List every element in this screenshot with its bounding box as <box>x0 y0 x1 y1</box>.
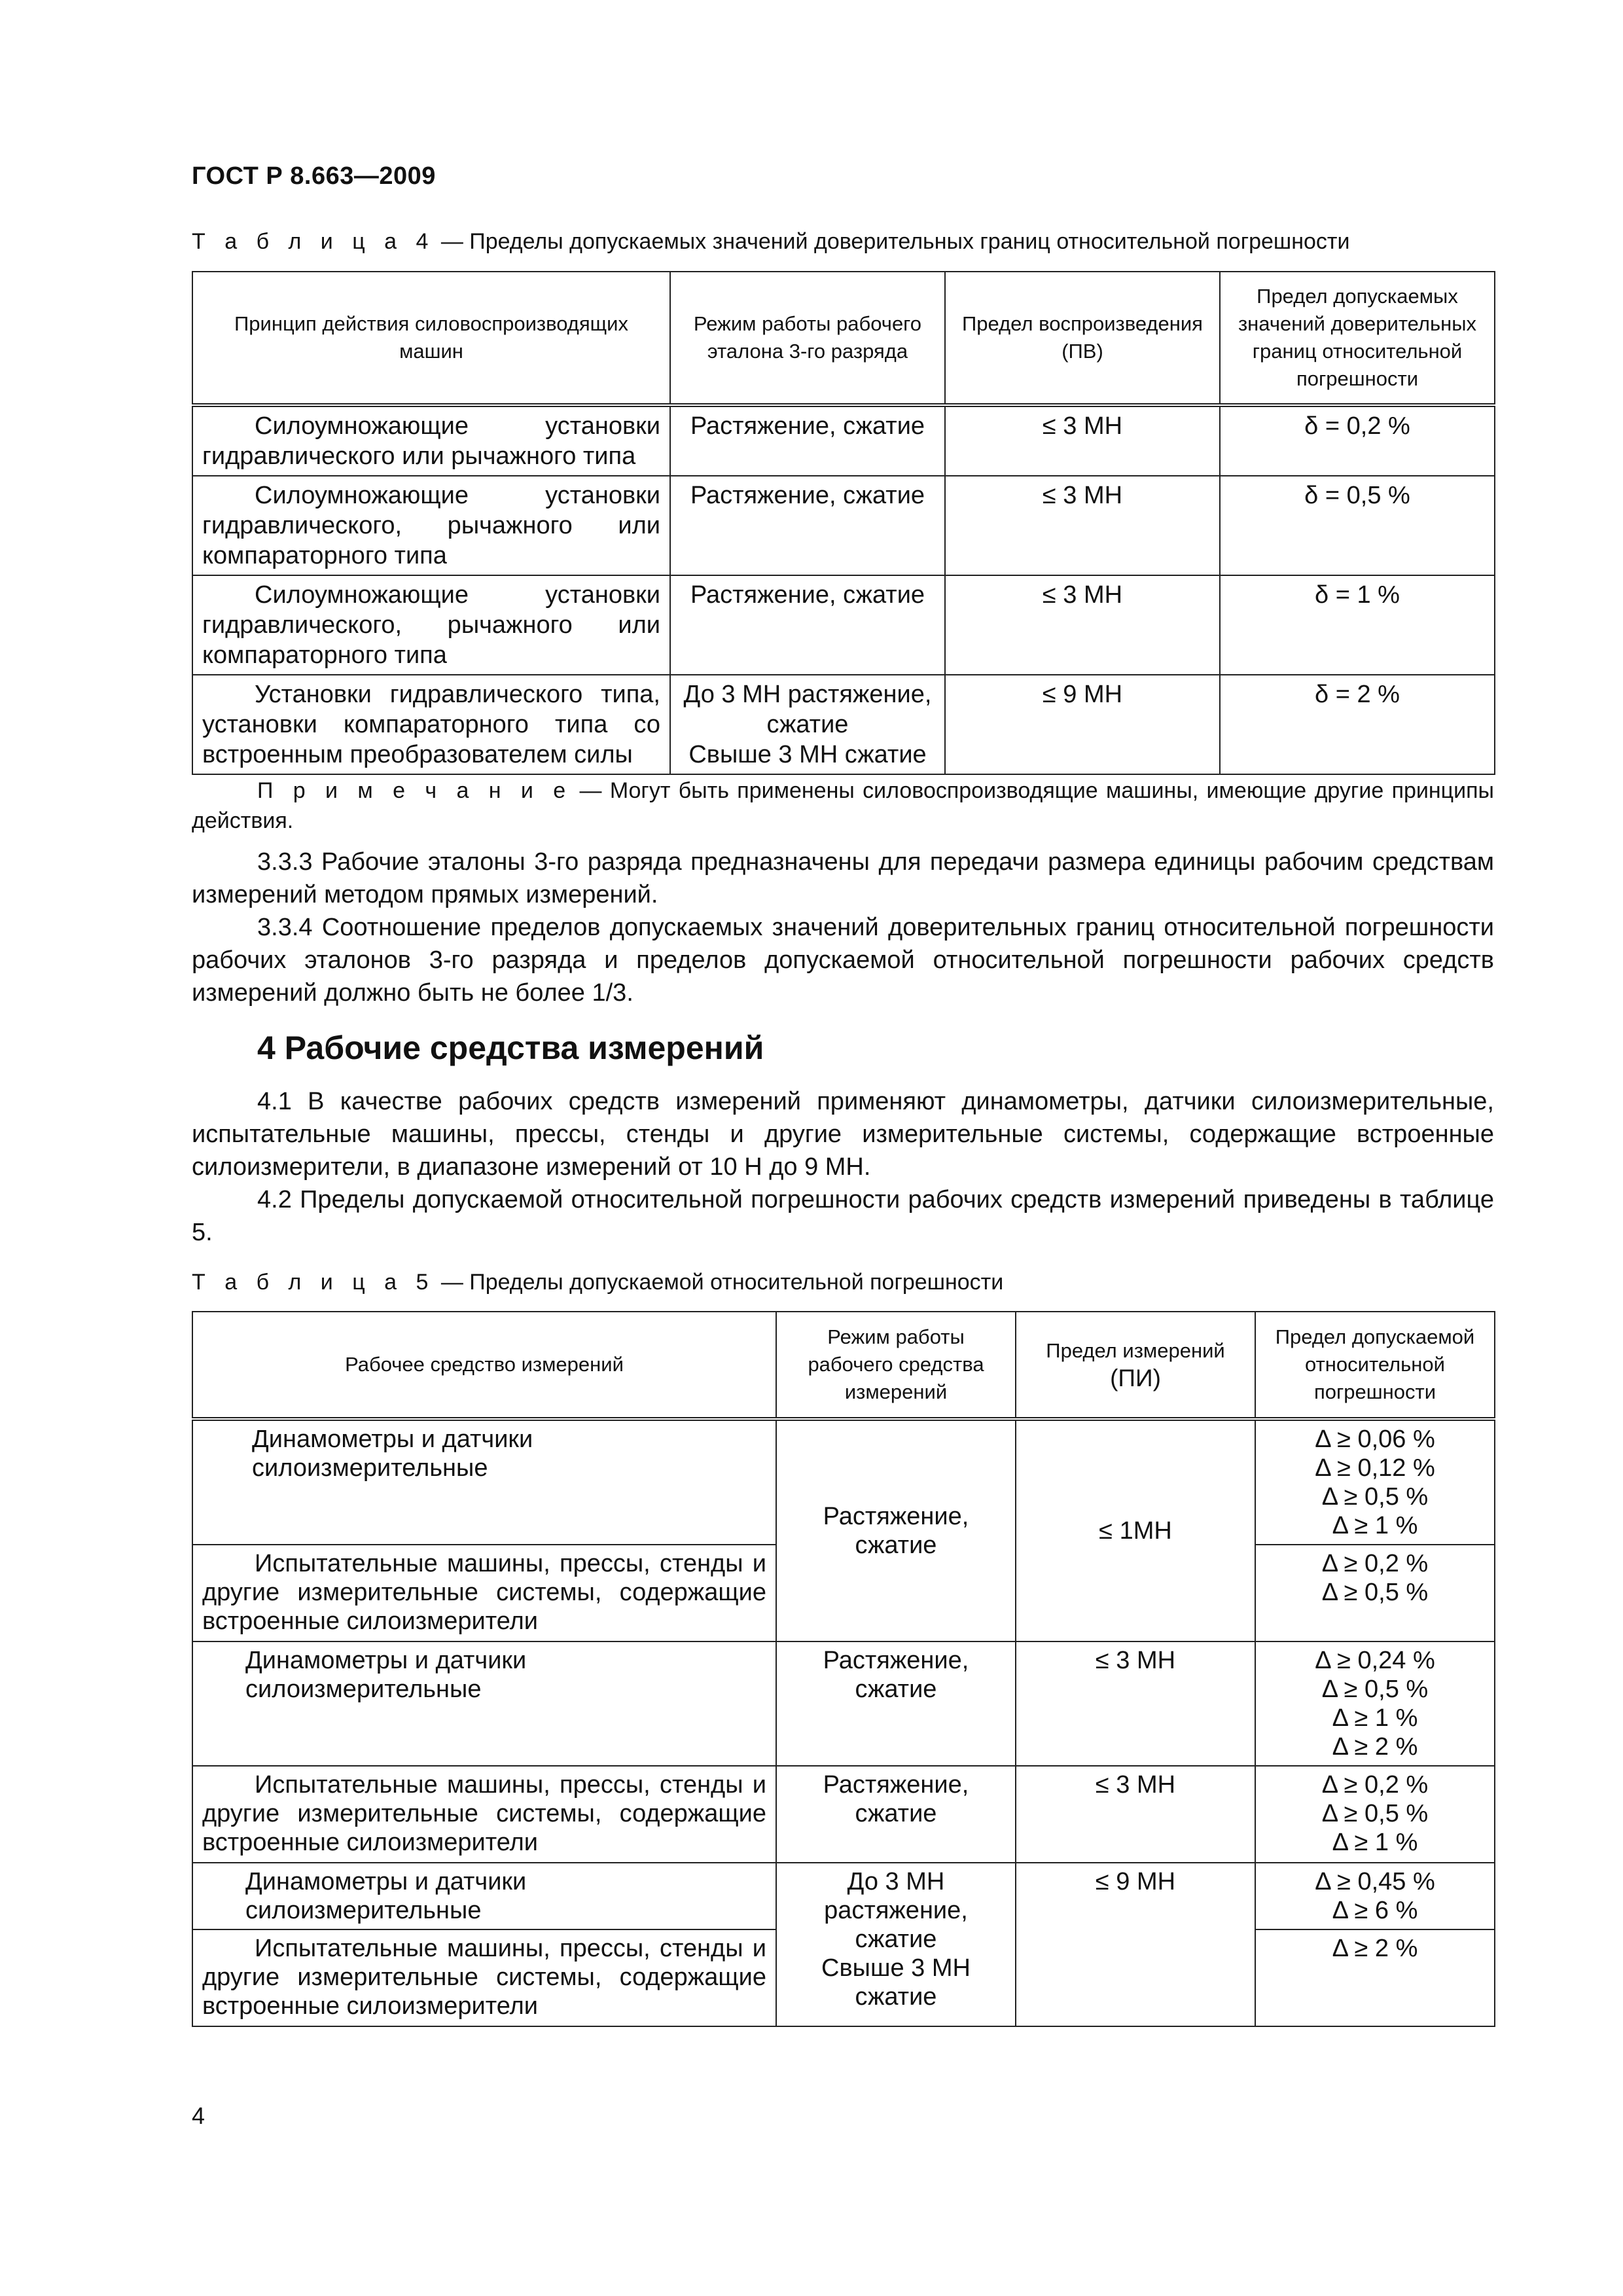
page-number: 4 <box>192 2102 205 2129</box>
error-value: Δ ≥ 0,5 % <box>1321 1676 1429 1703</box>
mode-line: сжатие <box>855 1983 937 2011</box>
error-value: Δ ≥ 0,24 % <box>1315 1647 1435 1674</box>
table4-cell-error: δ = 2 % <box>1220 675 1495 774</box>
table5-cell-instrument: Динамометры и датчики силоизмерительные <box>192 1641 776 1766</box>
error-value: Δ ≥ 0,5 % <box>1321 1579 1429 1606</box>
table4-cell-principle: Установки гидравлического типа, установки компараторного типа со встроенным преобразователем силы <box>192 675 670 774</box>
error-value: Δ ≥ 0,2 % <box>1321 1550 1429 1577</box>
table4-caption <box>192 229 1349 255</box>
table4-header-error: Предел допускаемых значений доверительных границ относительной погрешности <box>1220 272 1495 405</box>
error-value: Δ ≥ 0,06 % <box>1315 1426 1435 1453</box>
error-value: Δ ≥ 0,5 % <box>1321 1483 1429 1511</box>
mode-line: До 3 МН <box>847 1868 945 1895</box>
table5-cell-instrument: Испытательные машины, прессы, стенды и другие измерительные системы, содержащие встроенные силоизмерители <box>192 1929 776 2026</box>
table4-caption-label: Т а б л и ц а 4 <box>192 229 435 254</box>
table5-header-limit <box>1016 1312 1255 1419</box>
table5-header-instrument: Рабочее средство измерений <box>192 1312 776 1419</box>
table-row <box>192 1419 1495 1545</box>
table5-cell-mode: Растяжение, сжатие <box>776 1766 1016 1863</box>
table-row <box>192 1766 1495 1863</box>
table4-cell-mode: Растяжение, сжатие <box>670 476 945 575</box>
table4-cell-principle: Силоумножающие установки гидравлического или рычажного типа <box>192 405 670 476</box>
table4-cell-principle: Силоумножающие установки гидравлического, рычажного или компараторного типа <box>192 575 670 675</box>
paragraph-4-1: 4.1 В качестве рабочих средств измерений применяют динамометры, датчики силоизмерительные, испытательные машины, прессы, стенды и другие измерительные системы, содержащие встроенные силоизмерители, в диапазоне измерений от 10 Н до 9 МН. <box>192 1088 1494 1181</box>
table-row <box>192 1863 1495 1929</box>
paragraph-3-3-3: 3.3.3 Рабочие эталоны 3-го разряда предназначены для передачи размера единицы рабочим средствам измерений методом прямых измерений. <box>192 848 1494 908</box>
table4-cell-mode: Растяжение, сжатие <box>670 575 945 675</box>
table4-cell-principle: Силоумножающие установки гидравлического, рычажного или компараторного типа <box>192 476 670 575</box>
table5-cell-error <box>1255 1929 1495 2026</box>
table-row <box>192 1641 1495 1766</box>
table5-header-row <box>192 1312 1495 1419</box>
note-label: П р и м е ч а н и е <box>257 778 572 803</box>
paragraph-4-2: 4.2 Пределы допускаемой относительной погрешности рабочих средств измерений приведены в таблице 5. <box>192 1186 1494 1246</box>
table5-cell-error <box>1255 1545 1495 1641</box>
table4-note <box>192 776 1494 836</box>
paragraph-3-3-4: 3.3.4 Соотношение пределов допускаемых значений доверительных границ относительной погрешности рабочих эталонов 3-го разряда и пределов допускаемой относительной погрешности рабочих средств измерений должно быть не более 1/3. <box>192 914 1494 1007</box>
mode-line: растяжение, <box>824 1897 968 1924</box>
table5-cell-error <box>1255 1641 1495 1766</box>
table-5 <box>192 1311 1495 2027</box>
table4-cell-limit: ≤ 3 МН <box>945 476 1220 575</box>
error-value: Δ ≥ 1 % <box>1332 1829 1418 1856</box>
table4-cell-error: δ = 1 % <box>1220 575 1495 675</box>
mode-line: сжатие <box>855 1926 937 1953</box>
error-value: Δ ≥ 0,5 % <box>1321 1800 1429 1827</box>
table4-header-limit: Предел воспроизведения (ПВ) <box>945 272 1220 405</box>
paragraphs-4 <box>192 1085 1494 1249</box>
table4-header-row <box>192 272 1495 405</box>
error-value: Δ ≥ 1 % <box>1332 1512 1418 1539</box>
table5-cell-instrument: Динамометры и датчики силоизмерительные <box>192 1419 776 1545</box>
table5-cell-error <box>1255 1766 1495 1863</box>
error-value: Δ ≥ 0,2 % <box>1321 1771 1429 1799</box>
table4-cell-error: δ = 0,2 % <box>1220 405 1495 476</box>
mode-line: сжатие <box>766 711 849 738</box>
header-limit-line2: (ПИ) <box>1110 1365 1161 1391</box>
mode-line: Свыше 3 МН <box>821 1954 971 1982</box>
table4-cell-error: δ = 0,5 % <box>1220 476 1495 575</box>
error-value: Δ ≥ 1 % <box>1332 1704 1418 1732</box>
error-value: Δ ≥ 2 % <box>1332 1733 1418 1761</box>
table-4 <box>192 271 1495 775</box>
table5-cell-instrument: Испытательные машины, прессы, стенды и другие измерительные системы, содержащие встроенные силоизмерители <box>192 1766 776 1863</box>
table5-cell-instrument: Динамометры и датчики силоизмерительные <box>192 1863 776 1929</box>
table5-cell-mode <box>776 1863 1016 2026</box>
table4-cell-mode: Растяжение, сжатие <box>670 405 945 476</box>
table5-header-error: Предел допускаемой относительной погрешности <box>1255 1312 1495 1419</box>
section-4-heading: 4 Рабочие средства измерений <box>257 1030 764 1066</box>
table-row <box>192 675 1495 774</box>
mode-line: До 3 МН растяжение, <box>683 681 932 708</box>
header-limit-line1: Предел измерений <box>1046 1339 1225 1362</box>
table5-cell-limit: ≤ 9 МН <box>1016 1863 1255 2026</box>
table5-cell-limit: ≤ 1МН <box>1016 1419 1255 1641</box>
table-row <box>192 405 1495 476</box>
table5-cell-error <box>1255 1863 1495 1929</box>
table4-cell-mode <box>670 675 945 774</box>
table5-cell-limit: ≤ 3 МН <box>1016 1766 1255 1863</box>
table-row <box>192 476 1495 575</box>
table5-caption-label: Т а б л и ц а 5 <box>192 1270 435 1295</box>
paragraphs-3-3 <box>192 846 1494 1009</box>
document-header: ГОСТ Р 8.663—2009 <box>192 162 436 190</box>
table5-caption <box>192 1270 1003 1295</box>
table4-cell-limit: ≤ 9 МН <box>945 675 1220 774</box>
mode-line: Свыше 3 МН сжатие <box>688 741 927 768</box>
error-value: Δ ≥ 0,12 % <box>1315 1454 1435 1482</box>
table4-header-mode: Режим работы рабочего эталона 3-го разряда <box>670 272 945 405</box>
table5-cell-mode: Растяжение, сжатие <box>776 1419 1016 1641</box>
table5-caption-text: — Пределы допускаемой относительной погрешности <box>435 1270 1004 1295</box>
table5-cell-instrument: Испытательные машины, прессы, стенды и другие измерительные системы, содержащие встроенные силоизмерители <box>192 1545 776 1641</box>
table-row <box>192 575 1495 675</box>
table4-cell-limit: ≤ 3 МН <box>945 405 1220 476</box>
table5-header-mode: Режим работы рабочего средства измерений <box>776 1312 1016 1419</box>
table5-cell-limit: ≤ 3 МН <box>1016 1641 1255 1766</box>
table5-cell-mode: Растяжение, сжатие <box>776 1641 1016 1766</box>
error-value: Δ ≥ 6 % <box>1332 1897 1418 1924</box>
error-value: Δ ≥ 2 % <box>1332 1935 1418 1962</box>
table4-header-principle: Принцип действия силовоспроизводящих машин <box>192 272 670 405</box>
error-value: Δ ≥ 0,45 % <box>1315 1868 1435 1895</box>
table4-cell-limit: ≤ 3 МН <box>945 575 1220 675</box>
table4-caption-text: — Пределы допускаемых значений доверительных границ относительной погрешности <box>435 229 1350 254</box>
table5-cell-error <box>1255 1419 1495 1545</box>
note-text: — Могут быть применены силовоспроизводящие машины, имеющие другие принципы действия. <box>192 778 1494 833</box>
